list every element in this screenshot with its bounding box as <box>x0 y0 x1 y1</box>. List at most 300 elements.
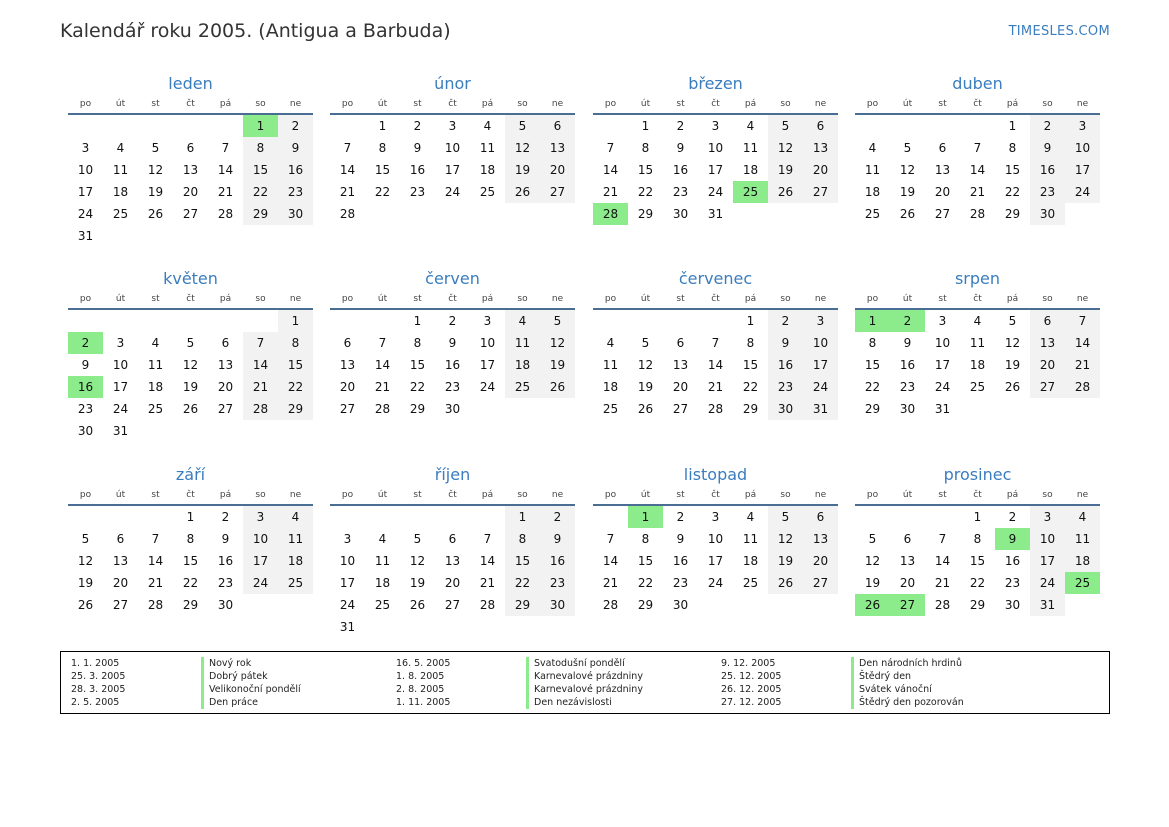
week-row <box>330 354 575 376</box>
day-cell: 29 <box>742 402 759 416</box>
weekday-label: čt <box>711 294 720 304</box>
day-cell: 22 <box>742 380 759 394</box>
weekday-label: út <box>640 99 651 109</box>
day-cell: 15 <box>864 358 881 372</box>
week-row <box>593 137 838 159</box>
day-cell: 23 <box>540 572 575 594</box>
weekday-label: út <box>902 490 913 500</box>
legend-date: 1. 1. 2005 <box>71 658 120 669</box>
day-cell: 23 <box>672 185 689 199</box>
week-row <box>68 572 313 594</box>
day-cell: 22 <box>864 380 881 394</box>
week-row <box>68 420 313 442</box>
weekday-label: st <box>151 294 160 304</box>
day-cell: 29 <box>409 402 426 416</box>
legend-holiday-name: Den práce <box>201 696 396 709</box>
day-cell: 24 <box>112 402 129 416</box>
day-cell: 24 <box>339 598 356 612</box>
week-row <box>593 528 838 550</box>
empty-cell <box>593 506 628 528</box>
empty-cell <box>540 616 575 638</box>
empty-cell <box>925 115 960 137</box>
day-cell: 23 <box>409 185 426 199</box>
week-row <box>330 376 575 398</box>
day-cell: 26 <box>505 181 540 203</box>
day-cell: 1 <box>505 506 540 528</box>
weekday-label: čt <box>186 294 195 304</box>
empty-cell <box>663 310 698 332</box>
day-cell: 28 <box>707 402 724 416</box>
day-cell: 22 <box>243 181 278 203</box>
day-cell: 6 <box>343 336 352 350</box>
weekday-label: ne <box>551 99 564 109</box>
week-row <box>593 398 838 420</box>
empty-cell <box>138 420 173 442</box>
day-cell: 11 <box>864 163 881 177</box>
weekday-label: po <box>341 490 354 500</box>
weekday-label: čt <box>448 99 457 109</box>
day-cell: 4 <box>378 532 387 546</box>
day-cell: 8 <box>868 336 877 350</box>
day-cell: 30 <box>768 398 803 420</box>
day-cell: 24 <box>77 207 94 221</box>
day-cell: 12 <box>182 358 199 372</box>
empty-cell <box>698 310 733 332</box>
week-row <box>330 528 575 550</box>
empty-cell <box>1065 594 1100 616</box>
day-cell: 7 <box>243 332 278 354</box>
empty-cell <box>435 616 470 638</box>
day-cell: 28 <box>602 598 619 612</box>
weekday-label: po <box>604 490 617 500</box>
weekday-header <box>593 488 838 506</box>
day-cell: 14 <box>217 163 234 177</box>
day-cell: 8 <box>278 332 313 354</box>
week-row <box>855 506 1100 528</box>
day-cell: 18 <box>278 550 313 572</box>
day-cell: 15 <box>637 163 654 177</box>
day-cell: 29 <box>864 402 881 416</box>
day-cell: 29 <box>637 598 654 612</box>
legend-holiday-name: Den národních hrdinů <box>851 657 1046 670</box>
week-row <box>68 594 313 616</box>
day-cell: 13 <box>540 137 575 159</box>
week-row <box>68 550 313 572</box>
empty-cell <box>243 420 278 442</box>
day-cell: 4 <box>483 119 492 133</box>
day-cell: 31 <box>1030 594 1065 616</box>
day-cell: 28 <box>217 207 234 221</box>
day-cell: 23 <box>768 376 803 398</box>
day-cell: 21 <box>339 185 356 199</box>
day-cell: 3 <box>803 310 838 332</box>
day-cell: 30 <box>899 402 916 416</box>
week-row <box>593 159 838 181</box>
weekday-label: so <box>517 490 528 500</box>
day-cell: 10 <box>112 358 129 372</box>
day-cell: 5 <box>768 115 803 137</box>
day-cell: 22 <box>969 576 986 590</box>
day-cell: 14 <box>1065 332 1100 354</box>
month-září <box>68 464 313 616</box>
day-cell: 12 <box>505 137 540 159</box>
day-cell: 11 <box>374 554 391 568</box>
legend-date: 1. 8. 2005 <box>396 671 445 682</box>
day-cell: 22 <box>278 376 313 398</box>
empty-cell <box>103 225 138 247</box>
day-cell: 26 <box>1004 380 1021 394</box>
day-cell: 18 <box>602 380 619 394</box>
day-cell: 29 <box>505 594 540 616</box>
week-row <box>593 354 838 376</box>
month-name: únor <box>434 74 471 93</box>
day-cell: 2 <box>278 115 313 137</box>
week-row <box>330 594 575 616</box>
day-cell: 17 <box>707 554 724 568</box>
weekday-label: út <box>115 294 126 304</box>
day-cell: 1 <box>746 314 755 328</box>
week-row <box>855 572 1100 594</box>
month-name: říjen <box>434 465 471 484</box>
weekday-label: čt <box>711 99 720 109</box>
weekday-label: ne <box>551 294 564 304</box>
legend-holiday-name: Velikonoční pondělí <box>201 683 396 696</box>
weekday-label: pá <box>744 490 757 500</box>
week-row <box>330 332 575 354</box>
day-cell: 7 <box>1065 310 1100 332</box>
weekday-label: čt <box>711 490 720 500</box>
holiday-day-cell: 9 <box>995 528 1030 550</box>
week-row <box>330 159 575 181</box>
empty-cell <box>330 115 365 137</box>
day-cell: 20 <box>444 576 461 590</box>
day-cell: 6 <box>221 336 230 350</box>
day-cell: 8 <box>378 141 387 155</box>
day-cell: 18 <box>742 554 759 568</box>
week-row <box>330 398 575 420</box>
holiday-day-cell: 2 <box>890 310 925 332</box>
day-cell: 9 <box>413 141 422 155</box>
day-cell: 30 <box>1004 598 1021 612</box>
day-cell: 11 <box>969 336 986 350</box>
weekday-label: po <box>866 294 879 304</box>
weekday-label: čt <box>973 490 982 500</box>
legend-holiday-name: Svátek vánoční <box>851 683 1046 696</box>
day-cell: 5 <box>868 532 877 546</box>
day-cell: 9 <box>768 332 803 354</box>
day-cell: 30 <box>278 203 313 225</box>
day-cell: 15 <box>505 550 540 572</box>
legend-holiday-name: Den nezávislosti <box>526 696 721 709</box>
day-cell: 3 <box>448 119 457 133</box>
day-cell: 23 <box>899 380 916 394</box>
day-cell: 28 <box>934 598 951 612</box>
weekday-label: út <box>902 294 913 304</box>
day-cell: 25 <box>969 380 986 394</box>
day-cell: 11 <box>742 141 759 155</box>
empty-cell <box>400 506 435 528</box>
day-cell: 10 <box>479 336 496 350</box>
day-cell: 22 <box>374 185 391 199</box>
month-listopad <box>593 464 838 616</box>
holiday-day-cell: 16 <box>68 376 103 398</box>
empty-cell <box>960 115 995 137</box>
week-row <box>593 203 838 225</box>
day-cell: 6 <box>803 115 838 137</box>
weekday-label: út <box>640 490 651 500</box>
day-cell: 16 <box>672 554 689 568</box>
day-cell: 11 <box>278 528 313 550</box>
day-cell: 18 <box>864 185 881 199</box>
day-cell: 30 <box>217 598 234 612</box>
day-cell: 30 <box>540 594 575 616</box>
day-cell: 19 <box>505 159 540 181</box>
weekday-label: pá <box>481 99 494 109</box>
day-cell: 11 <box>147 358 164 372</box>
day-cell: 13 <box>934 163 951 177</box>
day-cell: 25 <box>864 207 881 221</box>
day-cell: 6 <box>540 115 575 137</box>
week-row <box>68 203 313 225</box>
day-cell: 20 <box>803 159 838 181</box>
day-cell: 7 <box>711 336 720 350</box>
day-cell: 16 <box>1030 159 1065 181</box>
day-cell: 4 <box>868 141 877 155</box>
day-cell: 11 <box>112 163 129 177</box>
week-row <box>593 181 838 203</box>
day-cell: 28 <box>479 598 496 612</box>
day-cell: 19 <box>899 185 916 199</box>
day-cell: 13 <box>803 137 838 159</box>
day-cell: 11 <box>602 358 619 372</box>
day-cell: 29 <box>637 207 654 221</box>
day-cell: 3 <box>81 141 90 155</box>
empty-cell <box>890 506 925 528</box>
day-cell: 12 <box>147 163 164 177</box>
weekday-label: po <box>79 490 92 500</box>
day-cell: 2 <box>1008 510 1017 524</box>
day-cell: 28 <box>147 598 164 612</box>
weekday-label: čt <box>448 294 457 304</box>
empty-cell <box>1065 203 1100 225</box>
day-cell: 5 <box>81 532 90 546</box>
weekday-label: so <box>780 99 791 109</box>
day-cell: 17 <box>1030 550 1065 572</box>
week-row <box>855 310 1100 332</box>
weekday-label: pá <box>744 99 757 109</box>
day-cell: 4 <box>116 141 125 155</box>
day-cell: 17 <box>1065 159 1100 181</box>
day-cell: 9 <box>903 336 912 350</box>
day-cell: 15 <box>182 554 199 568</box>
empty-cell <box>470 506 505 528</box>
month-červen <box>330 268 575 420</box>
day-cell: 13 <box>182 163 199 177</box>
day-cell: 13 <box>339 358 356 372</box>
day-cell: 21 <box>602 576 619 590</box>
day-cell: 15 <box>742 358 759 372</box>
empty-cell <box>365 203 400 225</box>
empty-cell <box>470 616 505 638</box>
month-name: listopad <box>683 465 748 484</box>
day-cell: 7 <box>151 532 160 546</box>
weekday-label: so <box>780 490 791 500</box>
day-cell: 3 <box>343 532 352 546</box>
day-cell: 11 <box>742 532 759 546</box>
weekday-label: pá <box>1006 99 1019 109</box>
legend-group <box>396 657 721 713</box>
day-cell: 29 <box>243 203 278 225</box>
week-row <box>593 310 838 332</box>
day-cell: 19 <box>1004 358 1021 372</box>
empty-cell <box>278 594 313 616</box>
day-cell: 21 <box>1065 354 1100 376</box>
weekday-label: ne <box>1076 99 1089 109</box>
day-cell: 24 <box>243 572 278 594</box>
empty-cell <box>173 310 208 332</box>
day-cell: 2 <box>221 510 230 524</box>
day-cell: 21 <box>147 576 164 590</box>
weekday-label: út <box>377 99 388 109</box>
weekday-label: st <box>413 490 422 500</box>
empty-cell <box>768 203 803 225</box>
legend-holiday-name: Štědrý den pozorován <box>851 696 1046 709</box>
holiday-day-cell: 1 <box>628 506 663 528</box>
day-cell: 19 <box>409 576 426 590</box>
day-cell: 24 <box>803 376 838 398</box>
day-cell: 12 <box>864 554 881 568</box>
day-cell: 7 <box>483 532 492 546</box>
day-cell: 16 <box>899 358 916 372</box>
month-říjen <box>330 464 575 638</box>
day-cell: 22 <box>505 572 540 594</box>
day-cell: 2 <box>768 310 803 332</box>
weekday-label: čt <box>186 490 195 500</box>
empty-cell <box>593 310 628 332</box>
empty-cell <box>470 398 505 420</box>
legend-holiday-name: Karnevalové prázdniny <box>526 670 721 683</box>
month-prosinec <box>855 464 1100 616</box>
day-cell: 10 <box>77 163 94 177</box>
legend-date: 26. 12. 2005 <box>721 684 782 695</box>
day-cell: 5 <box>413 532 422 546</box>
day-cell: 17 <box>934 358 951 372</box>
legend-holiday-name: Dobrý pátek <box>201 670 396 683</box>
weekday-label: po <box>604 294 617 304</box>
day-cell: 19 <box>768 159 803 181</box>
day-cell: 2 <box>676 510 685 524</box>
empty-cell <box>733 594 768 616</box>
weekday-label: po <box>341 99 354 109</box>
empty-cell <box>855 506 890 528</box>
day-cell: 20 <box>803 550 838 572</box>
day-cell: 19 <box>864 576 881 590</box>
day-cell: 10 <box>243 528 278 550</box>
empty-cell <box>103 506 138 528</box>
weekday-label: po <box>341 294 354 304</box>
day-cell: 3 <box>1030 506 1065 528</box>
empty-cell <box>173 225 208 247</box>
day-cell: 4 <box>1065 506 1100 528</box>
day-cell: 12 <box>637 358 654 372</box>
brand-link[interactable]: TIMESLES.COM <box>1008 24 1110 39</box>
day-cell: 17 <box>707 163 724 177</box>
day-cell: 20 <box>217 380 234 394</box>
day-cell: 24 <box>479 380 496 394</box>
empty-cell <box>960 398 995 420</box>
weekday-label: ne <box>814 99 827 109</box>
legend-date: 2. 5. 2005 <box>71 697 120 708</box>
weekday-label: st <box>151 99 160 109</box>
empty-cell <box>138 506 173 528</box>
day-cell: 31 <box>77 229 94 243</box>
day-cell: 4 <box>151 336 160 350</box>
week-row <box>855 528 1100 550</box>
weekday-header <box>68 97 313 115</box>
week-row <box>855 115 1100 137</box>
day-cell: 5 <box>1008 314 1017 328</box>
empty-cell <box>330 310 365 332</box>
day-cell: 15 <box>969 554 986 568</box>
day-cell: 17 <box>243 550 278 572</box>
day-cell: 14 <box>374 358 391 372</box>
day-cell: 6 <box>803 506 838 528</box>
holiday-day-cell: 27 <box>890 594 925 616</box>
empty-cell <box>103 310 138 332</box>
empty-cell <box>243 225 278 247</box>
month-srpen <box>855 268 1100 420</box>
day-cell: 14 <box>969 163 986 177</box>
day-cell: 4 <box>606 336 615 350</box>
day-cell: 31 <box>112 424 129 438</box>
day-cell: 8 <box>973 532 982 546</box>
weekday-label: so <box>780 294 791 304</box>
week-row <box>593 376 838 398</box>
day-cell: 21 <box>969 185 986 199</box>
day-cell: 5 <box>641 336 650 350</box>
weekday-label: so <box>517 99 528 109</box>
day-cell: 4 <box>505 310 540 332</box>
day-cell: 20 <box>540 159 575 181</box>
month-březen <box>593 73 838 225</box>
weekday-label: so <box>1042 99 1053 109</box>
month-leden <box>68 73 313 247</box>
day-cell: 2 <box>676 119 685 133</box>
day-cell: 21 <box>243 376 278 398</box>
empty-cell <box>208 310 243 332</box>
day-cell: 6 <box>903 532 912 546</box>
weekday-label: čt <box>186 99 195 109</box>
legend-date: 25. 12. 2005 <box>721 671 782 682</box>
day-cell: 3 <box>938 314 947 328</box>
empty-cell <box>278 420 313 442</box>
weekday-label: po <box>79 294 92 304</box>
holiday-legend <box>60 651 1110 714</box>
empty-cell <box>540 203 575 225</box>
empty-cell <box>278 225 313 247</box>
day-cell: 13 <box>217 358 234 372</box>
weekday-label: po <box>79 99 92 109</box>
day-cell: 19 <box>768 550 803 572</box>
day-cell: 5 <box>151 141 160 155</box>
legend-holiday-name: Nový rok <box>201 657 396 670</box>
day-cell: 9 <box>676 141 685 155</box>
day-cell: 23 <box>217 576 234 590</box>
day-cell: 30 <box>672 598 689 612</box>
day-cell: 3 <box>116 336 125 350</box>
empty-cell <box>505 616 540 638</box>
day-cell: 16 <box>540 550 575 572</box>
